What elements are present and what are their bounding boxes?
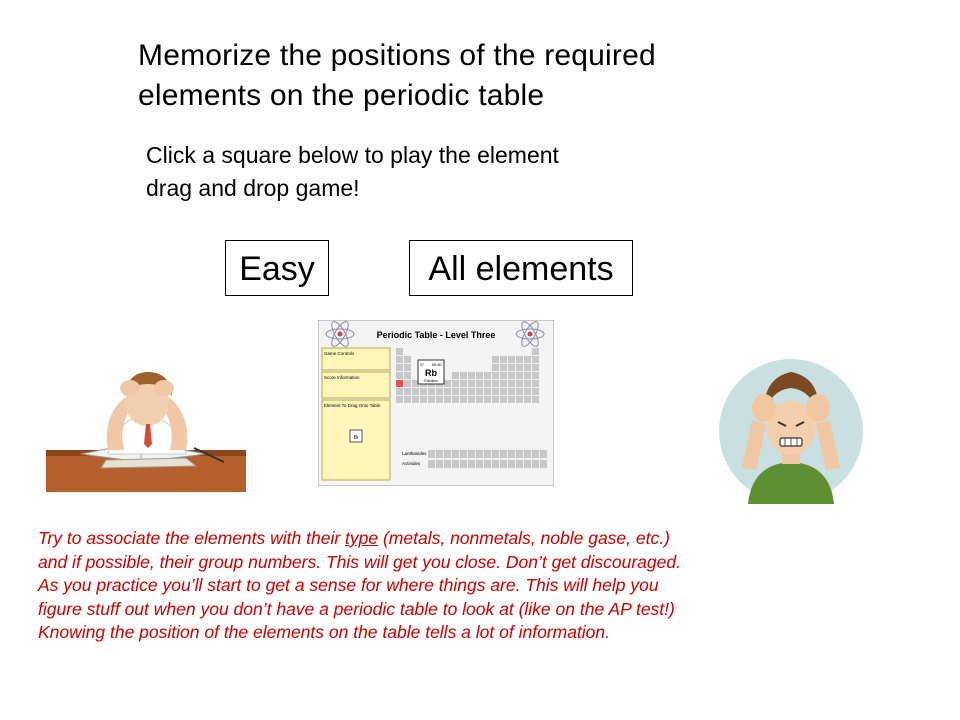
panel-game-controls: Game Controls <box>324 351 355 356</box>
table-cell <box>436 388 443 395</box>
table-cell <box>500 380 507 387</box>
table-cell <box>500 364 507 371</box>
table-cell <box>396 388 403 395</box>
game-screenshot[interactable] <box>318 320 554 486</box>
panel-score: Score Information <box>324 375 360 380</box>
f-block-cell <box>468 460 475 468</box>
featured-number: 37 <box>420 363 424 367</box>
table-cell <box>516 380 523 387</box>
table-cell <box>404 396 411 403</box>
table-cell <box>532 396 539 403</box>
f-block-cell <box>500 460 507 468</box>
all-elements-button[interactable]: All elements <box>409 240 633 296</box>
table-cell <box>396 372 403 379</box>
table-cell <box>468 380 475 387</box>
f-block-cell <box>492 460 499 468</box>
note-line-4: figure stuff out when you don’t have a periodic table to look at (like on the AP test!) <box>38 598 675 619</box>
page-title <box>138 36 858 116</box>
table-cell <box>508 388 515 395</box>
table-cell <box>468 396 475 403</box>
table-cell <box>404 372 411 379</box>
table-cell <box>460 388 467 395</box>
table-cell <box>428 396 435 403</box>
f-block-cell <box>492 450 499 458</box>
title-line-1: Memorize the positions of the required <box>138 39 656 72</box>
table-cell <box>468 372 475 379</box>
f-block-cell <box>428 450 435 458</box>
note-text-part1: Try to associate the elements with their <box>38 528 346 548</box>
advice-note <box>38 527 938 645</box>
featured-name: Rubidium <box>424 379 438 383</box>
f-block-cell <box>476 450 483 458</box>
table-cell <box>508 364 515 371</box>
table-cell <box>532 364 539 371</box>
f-block-cell <box>444 460 451 468</box>
table-cell <box>476 372 483 379</box>
title-line-2: elements on the periodic table <box>138 79 545 112</box>
table-cell <box>452 372 459 379</box>
table-cell <box>412 388 419 395</box>
table-cell <box>524 372 531 379</box>
table-cell <box>516 356 523 363</box>
table-cell <box>396 380 403 387</box>
f-block-cell <box>460 460 467 468</box>
panel-element: Element To Drag Onto Table <box>324 403 381 408</box>
f-block-cell <box>484 450 491 458</box>
table-cell <box>452 388 459 395</box>
table-cell <box>516 388 523 395</box>
featured-mass: 85.467 <box>432 363 443 367</box>
actinides-label: Actinides <box>402 461 421 466</box>
table-cell <box>500 396 507 403</box>
table-cell <box>452 380 459 387</box>
table-cell <box>404 356 411 363</box>
table-cell <box>532 388 539 395</box>
table-cell <box>468 388 475 395</box>
frustrated-boy-icon <box>718 358 864 504</box>
f-block-cell <box>532 450 539 458</box>
f-block-cell <box>508 450 515 458</box>
note-line-2: and if possible, their group numbers. This will get you close. Don’t get discouraged. <box>38 551 681 572</box>
table-cell <box>476 388 483 395</box>
f-block-cell <box>476 460 483 468</box>
table-cell <box>404 388 411 395</box>
table-cell <box>444 388 451 395</box>
table-cell <box>492 388 499 395</box>
table-cell <box>532 380 539 387</box>
f-block-cell <box>436 450 443 458</box>
table-cell <box>508 380 515 387</box>
table-cell <box>524 380 531 387</box>
f-block-cell <box>452 460 459 468</box>
featured-symbol: Rb <box>425 368 437 378</box>
note-line-1 <box>38 527 938 551</box>
subtitle-line-2: drag and drop game! <box>146 175 360 201</box>
table-cell <box>508 372 515 379</box>
table-cell <box>524 396 531 403</box>
f-block-cell <box>516 450 523 458</box>
note-type-word: type <box>345 528 379 548</box>
table-cell <box>436 396 443 403</box>
table-cell <box>476 396 483 403</box>
table-cell <box>492 372 499 379</box>
table-cell <box>508 356 515 363</box>
table-cell <box>524 356 531 363</box>
subtitle-line-1: Click a square below to play the element <box>146 142 559 168</box>
game-title: Periodic Table - Level Three <box>376 330 496 340</box>
table-cell <box>412 396 419 403</box>
note-text-part2: (metals, nonmetals, noble gase, etc.) <box>378 528 670 548</box>
table-cell <box>516 372 523 379</box>
note-line-3: As you practice you’ll start to get a sense for where things are. This will help you <box>38 575 659 595</box>
table-cell <box>444 380 451 387</box>
f-block-cell <box>540 460 547 468</box>
note-line-5: Knowing the position of the elements on the table tells a lot of information. <box>38 622 611 642</box>
table-cell <box>484 380 491 387</box>
f-block-cell <box>484 460 491 468</box>
table-cell <box>492 380 499 387</box>
table-cell <box>492 356 499 363</box>
table-cell <box>524 388 531 395</box>
table-cell <box>404 380 411 387</box>
instructions-text <box>146 139 766 205</box>
table-cell <box>420 388 427 395</box>
table-cell <box>476 380 483 387</box>
table-cell <box>532 356 539 363</box>
f-block-cell <box>460 450 467 458</box>
table-cell <box>532 348 539 355</box>
table-cell <box>460 396 467 403</box>
drag-symbol: Bi <box>353 435 359 441</box>
table-cell <box>500 372 507 379</box>
table-cell <box>428 388 435 395</box>
f-block-cell <box>524 450 531 458</box>
f-block-cell <box>452 450 459 458</box>
table-cell <box>492 396 499 403</box>
table-cell <box>484 372 491 379</box>
table-cell <box>500 388 507 395</box>
table-cell <box>500 356 507 363</box>
table-cell <box>460 372 467 379</box>
table-cell <box>396 364 403 371</box>
table-cell <box>444 396 451 403</box>
f-block-cell <box>508 460 515 468</box>
table-cell <box>516 364 523 371</box>
table-cell <box>396 396 403 403</box>
table-cell <box>452 396 459 403</box>
f-block-cell <box>444 450 451 458</box>
f-block-cell <box>428 460 435 468</box>
lanthanides-label: Lanthanides <box>402 451 427 456</box>
table-cell <box>404 364 411 371</box>
f-block-cell <box>516 460 523 468</box>
f-block-cell <box>540 450 547 458</box>
f-block-cell <box>500 450 507 458</box>
table-cell <box>516 396 523 403</box>
f-block-cell <box>524 460 531 468</box>
table-cell <box>396 356 403 363</box>
table-cell <box>420 396 427 403</box>
table-cell <box>484 388 491 395</box>
table-cell <box>524 364 531 371</box>
stressed-student-icon <box>46 358 246 492</box>
table-cell <box>396 348 403 355</box>
table-cell <box>460 380 467 387</box>
table-cell <box>484 396 491 403</box>
table-cell <box>508 396 515 403</box>
easy-button[interactable]: Easy <box>225 240 329 296</box>
table-cell <box>492 364 499 371</box>
table-cell <box>532 372 539 379</box>
f-block-cell <box>468 450 475 458</box>
f-block-cell <box>436 460 443 468</box>
f-block-cell <box>532 460 539 468</box>
